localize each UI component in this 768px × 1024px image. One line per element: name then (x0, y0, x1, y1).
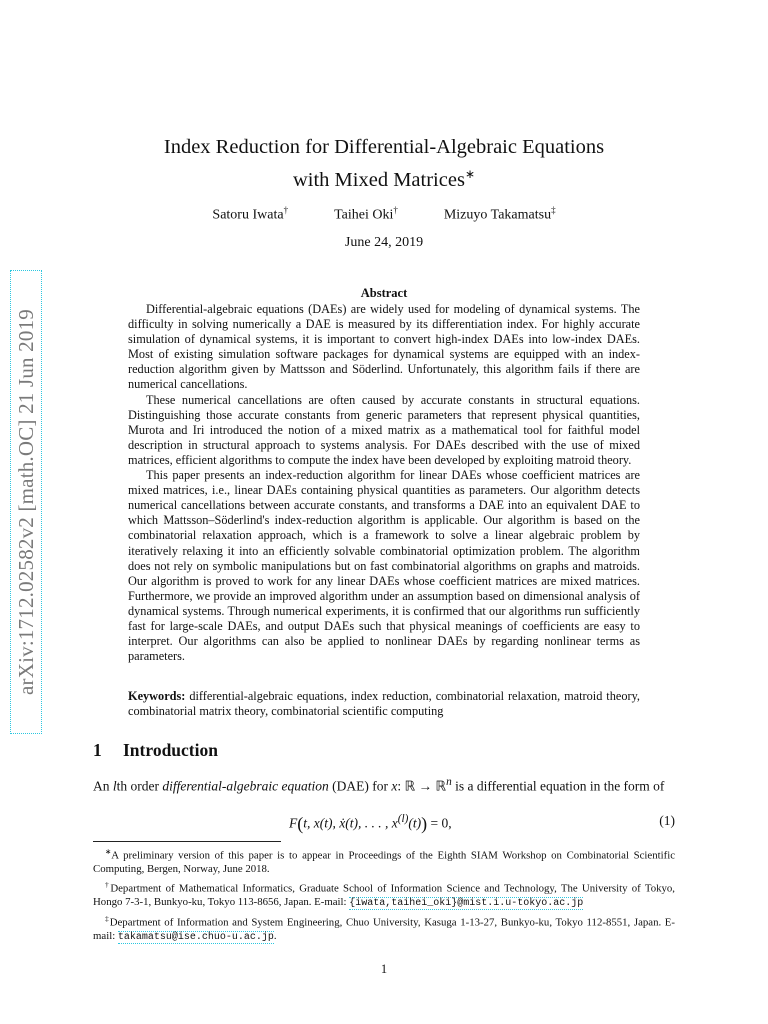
section-number: 1 (93, 740, 102, 760)
author-affiliation-mark[interactable]: † (393, 205, 398, 215)
author-name: Taihei Oki (334, 207, 394, 223)
intro-paragraph (93, 774, 675, 795)
author-affiliation-mark[interactable]: † (283, 205, 289, 215)
equation-rhs: = 0, (427, 815, 452, 831)
intro-text: : ℝ → ℝ (397, 778, 447, 794)
author-affiliation-mark[interactable]: ‡ (551, 205, 556, 215)
footnote-divider (93, 841, 281, 842)
footnote (93, 878, 675, 910)
keywords (128, 689, 640, 719)
math-var: x (391, 778, 398, 794)
footnote-text-tail: . (273, 929, 277, 942)
page-number: 1 (380, 962, 388, 976)
email-link[interactable]: takamatsu@ise.chuo-u.ac.jp (117, 931, 274, 943)
intro-term: differential-algebraic equation (162, 778, 329, 794)
footnote (93, 912, 675, 944)
keywords-text: differential-algebraic equations, index reduction, combinatorial relaxation, matroid theory, combinatorial matrix theory, combinatorial scientific computing (128, 689, 641, 719)
abstract-heading: Abstract (360, 286, 408, 300)
abstract-paragraph: These numerical cancellations are often caused by accurate constants in structural equations. Distinguishing those accurate constants from generic parameters that represent physical quantities, Murota and Iri introduced the notion of a mixed matrix as a mathematical tool for faithful model description in structural approach to systems analysis. For DAEs described with the use of mixed matrices, efficient algorithms to compute the index have been developed by exploiting matroid theory. (128, 392, 640, 467)
title-footnote-mark[interactable]: ∗ (464, 167, 475, 181)
equation-1 (93, 813, 675, 833)
abstract-paragraph: Differential-algebraic equations (DAEs) are widely used for modeling of dynamical systems. The difficulty in solving numerically a DAE is measured by its differentiation index. For highly accurate simulation of dynamical systems, it is important to convert high-index DAEs into low-index DAEs. Most of existing simulation software packages for dynamical systems are equipped with an index-reduction algorithm given by Mattsson and Söderlind. Unfortunately, this algorithm fails if there are numerical cancellations. (128, 302, 640, 392)
footnote (93, 845, 675, 876)
intro-text: (DAE) for (328, 778, 392, 794)
abstract-body (128, 302, 640, 664)
intro-text: th order (116, 778, 163, 794)
math-var: n (446, 776, 452, 788)
author (212, 205, 288, 224)
paper-title (130, 134, 638, 194)
title-line-2 (130, 161, 638, 194)
author-name: Mizuyo Takamatsu (443, 207, 552, 223)
keywords-label: Keywords: (128, 689, 186, 703)
math-var: l (112, 778, 117, 794)
publication-date: June 24, 2019 (344, 235, 424, 250)
footnote-text: Department of Mathematical Informatics, Graduate School of Information Science and Technology, The University of Tokyo, Hongo 7-3-1, Bunkyo-ku, Tokyo 113-8656, Japan. E-mail: (93, 882, 675, 908)
footnote-text: Department of Information and System Engineering, Chuo University, Kasuga 1-13-27, Bunkyo-ku, Tokyo 112-8551, Japan. E-mail: (93, 916, 676, 942)
equation-body: F(t, x(t), ẋ(t), . . . , $x^{(l)}(t)) = 0$, (289, 813, 452, 834)
abstract-paragraph: This paper presents an index-reduction algorithm for linear DAEs whose coefficient matrices are mixed matrices, i.e., linear DAEs containing physical quantities as parameters. Our algorithm detects numerical cancellations between accurate constants, and transforms a DAE into an equivalent DAE to which Mattsson–Söderlind's index-reduction algorithm is applicable. Our algorithm is based on the combinatorial relaxation approach, which is a framework to solve a linear algebraic problem by iteratively relaxing it into an efficiently solvable combinatorial optimization problem. The algorithm does not rely on symbolic manipulations but on fast combinatorial algorithms on graphs and matroids. Our algorithm is proved to work for any linear DAEs whose coefficient matrices are mixed matrices. Furthermore, we provide an improved algorithm under an assumption based on dimensional analysis of dynamical systems. Through numerical experiments, it is confirmed that our algorithms run sufficiently fast for large-scale DAEs, and output DAEs such that physical meanings of coefficients are easy to interpret. Our algorithms can also be applied to nonlinear DAEs by regarding nonlinear terms as parameters. (128, 468, 640, 664)
footnotes (93, 845, 675, 946)
equation-args: t, x(t), ẋ(t), . . . , x (303, 815, 398, 831)
section-heading (93, 740, 218, 761)
title-line-1: Index Reduction for Differential-Algebraic Equations (163, 136, 605, 158)
arxiv-identifier[interactable]: arXiv:1712.02582v2 [math.OC] 21 Jun 2019 (13, 309, 38, 695)
section-title: Introduction (123, 740, 218, 760)
equation-number: (1) (659, 813, 675, 828)
email-link[interactable]: {iwata,taihei_oki}@mist.i.u-tokyo.ac.jp (349, 897, 584, 909)
footnote-mark: ∗ (105, 847, 112, 856)
footnote-text: A preliminary version of this paper is to appear in Proceedings of the Eighth SIAM Workshop on Combinatorial Scientific Computing, Bergen, Norway, June 2018. (93, 849, 675, 875)
author (334, 205, 398, 224)
author (444, 205, 556, 224)
equation-superscript: (l) (397, 813, 409, 825)
intro-text: is a differential equation in the form of (451, 778, 665, 794)
intro-text: An (93, 778, 113, 794)
footnote-mark: † (105, 879, 111, 889)
author-list (150, 205, 618, 224)
title-line-2-text: with Mixed Matrices (292, 168, 465, 191)
equation-args-tail: (t) (408, 815, 422, 831)
footnote-mark: ‡ (105, 913, 110, 923)
author-name: Satoru Iwata (212, 207, 284, 223)
math-var: F (289, 815, 298, 831)
